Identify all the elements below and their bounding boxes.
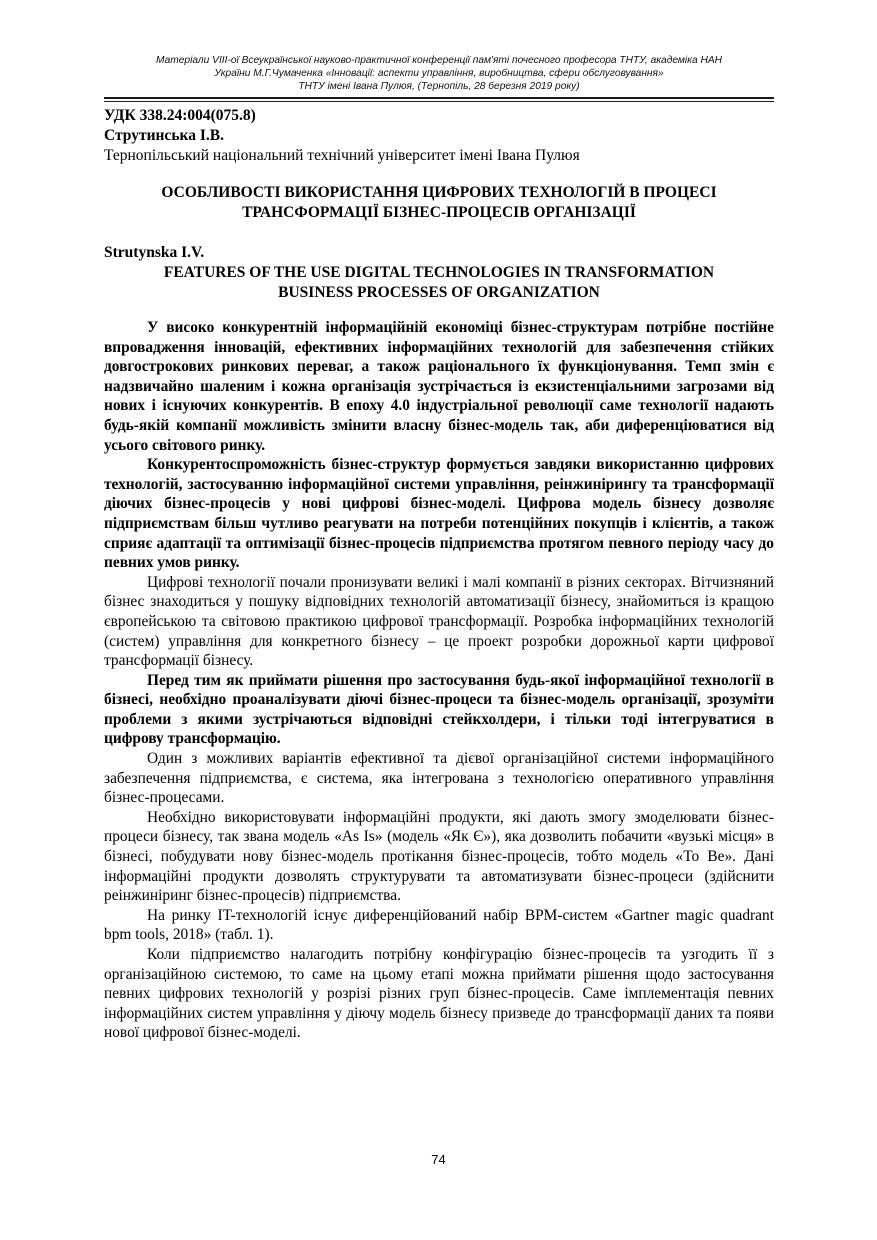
udk-code: УДК 338.24:004(075.8)	[104, 107, 256, 124]
author-en: Strutynska I.V.	[104, 244, 205, 261]
title-ua-line-1: ОСОБЛИВОСТІ ВИКОРИСТАННЯ ЦИФРОВИХ ТЕХНОЛОГІЙ В ПРОЦЕСІ	[161, 184, 717, 201]
title-ua	[104, 183, 774, 223]
header-rule-thin	[104, 101, 774, 102]
body-text	[104, 318, 774, 1043]
paragraph-6: Необхідно використовувати інформаційні продукти, які дають змогу змоделювати бізнес-процеси бізнесу, так звана модель «As Is» (модель «Як Є»), яка дозволить побачити «вузькі місця» в бізнесі, побудувати нову бізнес-модель протікання бізнес-процесів, тобто модель «To Be». Дані інформаційні продукти дозволять структурувати та автоматизувати бізнес-процеси (здійснити реінжиніринг бізнес-процесів) підприємства.	[104, 808, 774, 905]
paragraph-5: Один з можливих варіантів ефективної та дієвої організаційної системи інформаційного забезпечення підприємства, є система, яка інтегрована з технологією оперативного управління бізнес-процесами.	[104, 750, 774, 807]
paragraph-1: У високо конкурентній інформаційній економіці бізнес-структурам потрібне постійне впровадження інновацій, ефективних інформаційних технологій для забезпечення стійких довгострокових ринкових переваг, а також раціонального їх функціонування. Темп змін є надзвичайно шаленим і кожна організація зустрічається із екзистенціальними загрозами від нових і існуючих конкурентів. В епоху 4.0 індустріальної революції саме технології надають будь-якій компанії можливість змінити власну бізнес-модель так, аби диференціюватися від усього світового ринку.	[104, 319, 774, 454]
paragraph-2: Конкурентоспроможність бізнес-структур формується завдяки використанню цифрових технологій, застосуванню інформаційної системи управління, реінжинірингу та трансформації діючих бізнес-процесів у нові цифрові бізнес-моделі. Цифрова модель бізнесу дозволяє підприємствам більш чутливо реагувати на потреби потенційних покупців і клієнтів, а також сприяє адаптації та оптимізації бізнес-процесів підприємства протягом певного періоду часу до певних умов ринку.	[104, 456, 774, 572]
paragraph-7: На ринку IT-технологій існує диференційований набір BPM-систем «Gartner magic quadrant bpm tools, 2018» (табл. 1).	[104, 906, 774, 944]
page-number: 74	[431, 1152, 446, 1167]
affiliation: Тернопільський національний технічний університет імені Івана Пулюя	[104, 147, 580, 164]
header-rule-thick	[104, 97, 774, 99]
header-line-2: України М.Г.Чумаченка «Інновації: аспекти управління, виробництва, сфери обслуговування»	[214, 68, 664, 79]
header-line-3: ТНТУ імені Івана Пулюя, (Тернопіль, 28 березня 2019 року)	[298, 81, 580, 92]
title-en	[104, 263, 774, 303]
title-ua-line-2: ТРАНСФОРМАЦІЇ БІЗНЕС-ПРОЦЕСІВ ОРГАНІЗАЦІЇ	[242, 204, 636, 221]
paragraph-8: Коли підприємство налагодить потрібну конфігурацію бізнес-процесів та узгодить її з організаційною системою, то саме на цьому етапі можна приймати рішення щодо застосування певних цифрових технологій у розрізі різних груп бізнес-процесів. Саме імплементація певних інформаційних систем управління у діючу модель бізнесу призведе до трансформації даних та появи нової цифрової бізнес-моделі.	[104, 946, 774, 1042]
title-en-line-1: FEATURES OF THE USE DIGITAL TECHNOLOGIES IN TRANSFORMATION	[163, 264, 715, 281]
title-en-line-2: BUSINESS PROCESSES OF ORGANIZATION	[278, 284, 600, 301]
paragraph-3: Цифрові технології почали пронизувати великі і малі компанії в різних секторах. Вітчизняний бізнес знаходиться у пошуку відповідних технологій автоматизації бізнесу, знайомиться із кращою європейською та світовою практикою цифрової трансформації. Розробка інформаційних технологій (систем) управління для конкретного бізнесу – це проект розробки дорожньої карти цифрової трансформації бізнесу.	[104, 573, 774, 670]
paragraph-4: Перед тим як приймати рішення про застосування будь-якої інформаційної технології в бізнесі, необхідно проаналізувати діючі бізнес-процеси та бізнес-модель організації, зрозуміти проблеми з якими зустрічаються відповідні стейкхолдери, і тільки тоді інтегруватися в цифрову трансформацію.	[104, 671, 774, 748]
header-line-1: Матеріали VIII-ої Всеукраїнської науково-практичної конференції пам'яті почесного професора ТНТУ, академіка НАН	[156, 55, 722, 66]
author-ua: Струтинська І.В.	[104, 127, 224, 144]
conference-header	[95, 54, 783, 93]
